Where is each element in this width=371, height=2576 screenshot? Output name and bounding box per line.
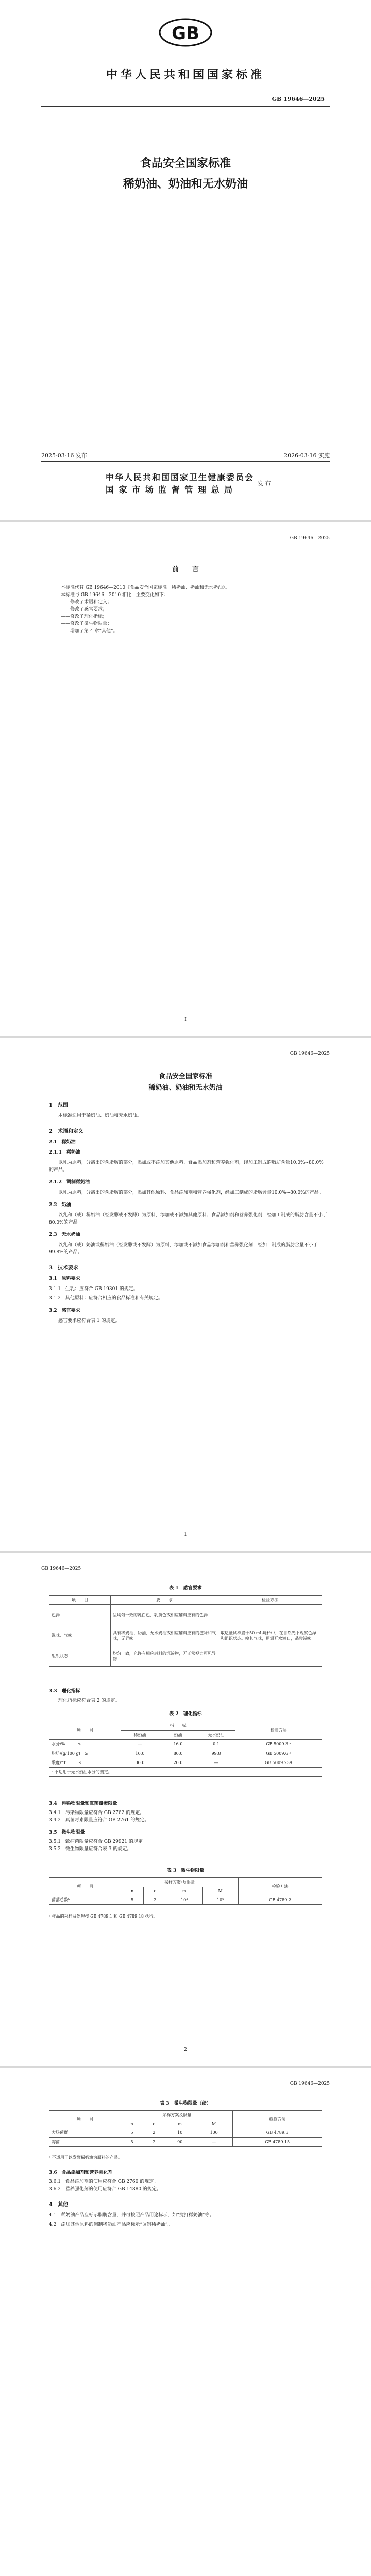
table-header-cell: 项 目	[49, 1721, 121, 1740]
table-cell: —	[197, 1758, 235, 1768]
table-header-cell: 项 目	[49, 2111, 121, 2128]
page-header: GB 19646—2025	[290, 536, 330, 541]
table-cell: 取适量试样置于50 mL烧杯中，在自然光下观察色泽和组织状态。嗅其气味，用温开水漱口，品尝滋味	[218, 1605, 322, 1667]
table-cell: —	[121, 1740, 159, 1749]
section-heading: 4 其他	[49, 2202, 68, 2208]
table-cell: 99.8	[197, 1749, 235, 1758]
table-header-cell: 检验方法	[218, 1596, 322, 1605]
paragraph: 3.5.1 致病菌限量应符合 GB 29921 的规定。	[49, 1839, 147, 1844]
table-header-cell: 采样方案及限量	[121, 2111, 233, 2120]
paragraph: 3.6.1 食品添加剂的使用应符合 GB 2760 的规定。	[49, 2179, 159, 2184]
table-cell: 组织状态	[49, 1646, 111, 1667]
paragraph: 4.1 稀奶油产品应标示脂肪含量，并可按照产品用途标示，如“搅打稀奶油”等。	[49, 2213, 214, 2218]
table-header-cell: 项 目	[49, 1596, 111, 1605]
paragraph: 3.4.2 真菌毒素限量应符合 GB 2761 的规定。	[49, 1818, 149, 1823]
body-title-line1: 食品安全国家标准	[158, 1073, 212, 1080]
table-note-row	[49, 1768, 322, 1777]
paragraph: 以乳和（或）奶油或稀奶油（经发酵或不发酵）为原料，添加或不添加食品添加剂和营养强化剂，经加工制成的脂肪含量不小于99.8%的产品。	[49, 1243, 318, 1255]
cover-top-rule	[41, 106, 330, 107]
table-cell: 具有稀奶油、奶油、无水奶油或相应辅料应有的滋味和气味，无异味	[111, 1625, 218, 1646]
paragraph: 理化指标应符合表 2 的规定。	[58, 1698, 120, 1703]
table-row	[49, 2138, 322, 2147]
table-cell: 2	[143, 2128, 165, 2138]
table-header-cell: 检验方法	[239, 1878, 322, 1895]
subsection-heading: 2.3 无水奶油	[49, 1232, 80, 1238]
page-header: GB 19646—2025	[41, 1566, 81, 1571]
subsection-heading: 2.2 奶油	[49, 1202, 71, 1208]
preface-body	[52, 584, 325, 635]
table-cell: GB 4789.2	[239, 1895, 322, 1905]
page-number: 1	[184, 1532, 187, 1537]
implementation-date: 2026-03-16 实施	[284, 452, 330, 459]
table-cell: 0.1	[197, 1740, 235, 1749]
section-heading: 3 技术要求	[49, 1265, 78, 1271]
table-header-cell: 奶油	[159, 1731, 197, 1740]
subsection-heading: 3.5 微生物限量	[49, 1830, 85, 1835]
table-cell: 均匀一致，允许有相应辅料的沉淀物，无正常视力可见异物	[111, 1646, 218, 1667]
table-physicochemical	[49, 1721, 322, 1777]
cover-title-line1: 食品安全国家标准	[140, 157, 231, 170]
paragraph: 3.1.1 生乳：应符合 GB 19301 的规定。	[49, 1286, 138, 1292]
section-block	[49, 1800, 327, 1853]
table-header-cell: 要 求	[111, 1596, 218, 1605]
table-cell: 10.0	[121, 1749, 159, 1758]
table-cell: GB 5009.6 ᵇ	[235, 1749, 322, 1758]
paragraph: 以乳和（或）稀奶油（经发酵或不发酵）为原料，添加或不添加其他原料、食品添加剂和营养强化剂，经加工制成的脂肪含量不小于80.0%的产品。	[49, 1213, 328, 1225]
standard-number: GB 19646—2025	[272, 96, 325, 103]
body-title-line2: 稀奶油、奶油和无水奶油	[148, 1084, 223, 1092]
table-cell: 大肠菌群	[49, 2128, 121, 2138]
paragraph: 3.1.2 其他原料：应符合相应的食品标准和有关规定。	[49, 1296, 163, 1301]
table-cell: 16.0	[159, 1740, 197, 1749]
table-header-row	[49, 2111, 322, 2120]
table-cell: 呈均匀一致的乳白色、乳黄色或相应辅料应有的色泽	[111, 1605, 218, 1625]
paragraph: 本标准适用于稀奶油、奶油和无水奶油。	[58, 1113, 142, 1118]
subsection-heading: 3.1 原料要求	[49, 1276, 80, 1281]
section-block	[49, 2169, 327, 2228]
table-cell: 10⁴	[166, 1895, 203, 1905]
table-cell: 10⁵	[203, 1895, 239, 1905]
preface-page	[0, 522, 371, 1036]
table-header-cell: c	[143, 2120, 165, 2128]
preface-line: 本标准与 GB 19646—2010 相比，主要变化如下：	[61, 592, 168, 598]
table-row	[49, 1895, 322, 1905]
table-header-cell: n	[121, 2120, 143, 2128]
table-cell: 2	[143, 2138, 165, 2147]
subsection-heading: 3.3 理化指标	[49, 1689, 80, 1694]
table-row	[49, 2128, 322, 2138]
subsection-heading: 2.1.1 稀奶油	[49, 1150, 81, 1155]
table-header-cell: n	[121, 1887, 144, 1895]
table-cell: 脂肪/(g/100 g) ≥	[49, 1749, 121, 1758]
body-page-1	[0, 1038, 371, 1551]
table-cell: —	[195, 2138, 233, 2147]
table2-caption: 表 2 理化指标	[169, 1711, 202, 1717]
table-header-cell: 稀奶油	[121, 1731, 159, 1740]
table-cell: 5	[121, 2128, 143, 2138]
table-header-row	[49, 1878, 322, 1887]
table-cell: 100	[195, 2128, 233, 2138]
table-cell: 霉菌	[49, 2138, 121, 2147]
table-cell: 20.0	[159, 1758, 197, 1768]
page-number: Ⅰ	[184, 1017, 187, 1022]
page-header: GB 19646—2025	[290, 1051, 330, 1056]
subsection-heading: 3.6 食品添加剂和营养强化剂	[49, 2170, 113, 2175]
table-header-cell: c	[144, 1887, 166, 1895]
table-cell: 80.0	[159, 1749, 197, 1758]
table-cell: 10	[165, 2128, 195, 2138]
table-cell: 色泽	[49, 1605, 111, 1625]
table-header-cell: 指 标	[121, 1721, 235, 1731]
cover-page	[0, 0, 371, 520]
issuer-line2: 国 家 市 场 监 督 管 理 总 局	[106, 485, 234, 495]
paragraph: 3.6.2 营养强化剂的使用应符合 GB 14880 的规定。	[49, 2187, 161, 2192]
country-standard-title: 中华人民共和国国家标准	[106, 68, 265, 81]
table-cell: GB 5009.3 ᵃ	[235, 1740, 322, 1749]
cover-bottom-rule	[41, 461, 330, 462]
table3-caption: 表 3 微生物限量	[166, 1868, 205, 1873]
preface-line: ——修改了术语和定义；	[61, 600, 112, 605]
table-cell: GB 4789.3	[233, 2128, 322, 2138]
table-cell: 滋味、气味	[49, 1625, 111, 1646]
table-cell: 5	[121, 1895, 144, 1905]
table-header-cell: m	[166, 1887, 203, 1895]
table-cell: 水分/% ≤	[49, 1740, 121, 1749]
paragraph: 4.2 添加其他原料的调制稀奶油产品应标示“调制稀奶油”。	[49, 2222, 173, 2227]
gb-logo-icon	[157, 16, 214, 48]
page-number: 2	[184, 2047, 187, 2053]
table-microbial-continued	[49, 2110, 322, 2147]
release-date: 2025-03-16 发布	[41, 452, 87, 459]
cover-title-line2: 稀奶油、奶油和无水奶油	[123, 177, 248, 191]
paragraph: 3.5.2 微生物限量应符合表 3 的规定。	[49, 1846, 132, 1852]
preface-line: 本标准代替 GB 19646—2010《食品安全国家标准 稀奶油、奶油和无水奶油》。	[61, 585, 230, 590]
section-heading: 2 术语和定义	[49, 1129, 83, 1134]
table-note: ᵃ 不适用于无水奶油水分的测定。	[49, 1768, 322, 1777]
subsection-heading: 3.4 污染物限量和真菌毒素限量	[49, 1801, 117, 1806]
table-header-cell: 采样方案ᵃ及限量	[121, 1878, 239, 1887]
table-header-cell: 无水奶油	[197, 1731, 235, 1740]
table-cell: 2	[144, 1895, 166, 1905]
preface-line: ——修改了理化指标；	[61, 614, 108, 619]
table-header-cell: M	[203, 1887, 239, 1895]
table-cell: 5	[121, 2138, 143, 2147]
subsection-heading: 3.2 感官要求	[49, 1308, 80, 1313]
table1-caption: 表 1 感官要求	[169, 1586, 202, 1591]
table-row	[49, 1749, 322, 1758]
table-header-row	[49, 1596, 322, 1605]
issuer-line1: 中华人民共和国国家卫生健康委员会	[106, 472, 255, 482]
preface-line: ——修改了感官要求；	[61, 607, 108, 612]
page-header: GB 19646—2025	[290, 2081, 330, 2087]
table-header-cell: M	[195, 2120, 233, 2128]
preface-line: ——增加了第 4 章“其他”。	[61, 629, 118, 634]
table-sensory	[49, 1595, 322, 1667]
table-cell: 酸度/°T ≤	[49, 1758, 121, 1768]
table-cell: 30.0	[121, 1758, 159, 1768]
table-row	[49, 1758, 322, 1768]
table-header-cell: 检验方法	[235, 1721, 322, 1740]
table-header-row	[49, 1721, 322, 1731]
table-cell: GB 5009.239	[235, 1758, 322, 1768]
gb-logo-text: GB	[172, 23, 199, 44]
table-note: ᵇ 不适用于以发酵稀奶油为原料的产品。	[49, 2155, 122, 2160]
table-cell: 90	[165, 2138, 195, 2147]
paragraph: 以乳为原料，分离出的含脂肪的部分，添加其他原料、食品添加剂和营养强化剂，经加工制成的脂肪含量10.0%~80.0%的产品。	[58, 1190, 324, 1195]
table3-continued-caption: 表 3 微生物限量（续）	[160, 2101, 211, 2106]
table-row	[49, 1740, 322, 1749]
body-content	[49, 1100, 327, 1325]
section-heading: 1 范围	[49, 1103, 68, 1108]
paragraph: 3.4.1 污染物限量应符合 GB 2762 的规定。	[49, 1810, 145, 1816]
paragraph: 感官要求应符合表 1 的规定。	[58, 1318, 120, 1324]
preface-title: 前 言	[172, 566, 199, 573]
body-page-2	[0, 1553, 371, 2066]
table-cell: 菌落总数ᵇ	[49, 1895, 121, 1905]
subsection-heading: 2.1.2 调制稀奶油	[49, 1180, 90, 1185]
table-note: ᵃ 样品的采样及处理按 GB 4789.1 和 GB 4789.18 执行。	[49, 1914, 158, 1919]
table-header-cell: m	[165, 2120, 195, 2128]
table-header-cell: 项 目	[49, 1878, 121, 1895]
table-header-cell: 检验方法	[233, 2111, 322, 2128]
table-microbial	[49, 1877, 322, 1905]
paragraph: 以乳为原料，分离出的含脂肪的部分，添加或不添加其他原料、食品添加剂和营养强化剂，经加工制成的脂肪含量10.0%~80.0%的产品。	[49, 1160, 324, 1173]
preface-line: ——修改了微生物限量；	[61, 621, 112, 626]
issuer-suffix: 发 布	[258, 480, 271, 487]
table-row	[49, 1605, 322, 1625]
table-cell: GB 4789.15	[233, 2138, 322, 2147]
body-page-3	[0, 2068, 371, 2576]
subsection-heading: 2.1 稀奶油	[49, 1140, 76, 1145]
